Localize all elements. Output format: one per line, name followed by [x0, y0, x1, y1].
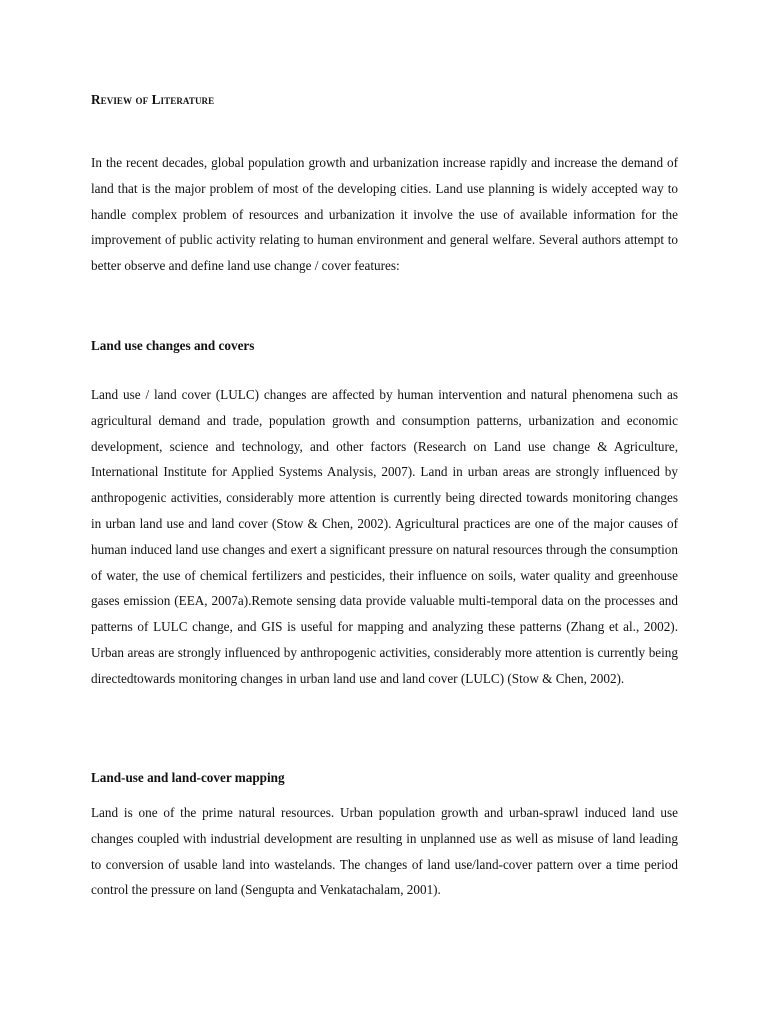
section-heading-mapping: Land-use and land-cover mapping	[91, 770, 285, 785]
intro-paragraph: In the recent decades, global population growth and urbanization increase rapidly and increase the demand of land that is the major problem of most of the developing cities. Land use planning is widely accepted way to handle complex problem of resources and urbanization it involve the use of available information for the improvement of public activity relating to human environment and general welfare. Several authors attempt to better observe and define land use change / cover features:	[91, 155, 678, 274]
section-body-mapping: Land is one of the prime natural resources. Urban population growth and urban-sprawl induced land use changes coupled with industrial development are resulting in unplanned use as well as misuse of land leading to conversion of usable land into wastelands. The changes of land use/land-cover pattern over a time period control the pressure on land (Sengupta and Venkatachalam, 2001).	[91, 805, 678, 898]
section-body-land-use-changes: Land use / land cover (LULC) changes are affected by human intervention and natural phenomena such as agricultural demand and trade, population growth and consumption patterns, urbanization and economic development, science and technology, and other factors (Research on Land use change & Agriculture, International Institute for Applied Systems Analysis, 2007). Land in urban areas are strongly influenced by anthropogenic activities, considerably more attention is currently being directed towards monitoring changes in urban land use and land cover (Stow & Chen, 2002). Agricultural practices are one of the major causes of human induced land use changes and exert a significant pressure on natural resources through the consumption of water, the use of chemical fertilizers and pesticides, their influence on soils, water quality and greenhouse gases emission (EEA, 2007a).Remote sensing data provide valuable multi-temporal data on the processes and patterns of LULC change, and GIS is useful for mapping and analyzing these patterns (Zhang et al., 2002). Urban areas are strongly influenced by anthropogenic activities, considerably more attention is currently being directedtowards monitoring changes in urban land use and land cover (LULC) (Stow & Chen, 2002).	[91, 387, 678, 686]
section-heading-land-use-changes: Land use changes and covers	[91, 338, 255, 353]
document-title: Review of Literature	[91, 92, 215, 107]
